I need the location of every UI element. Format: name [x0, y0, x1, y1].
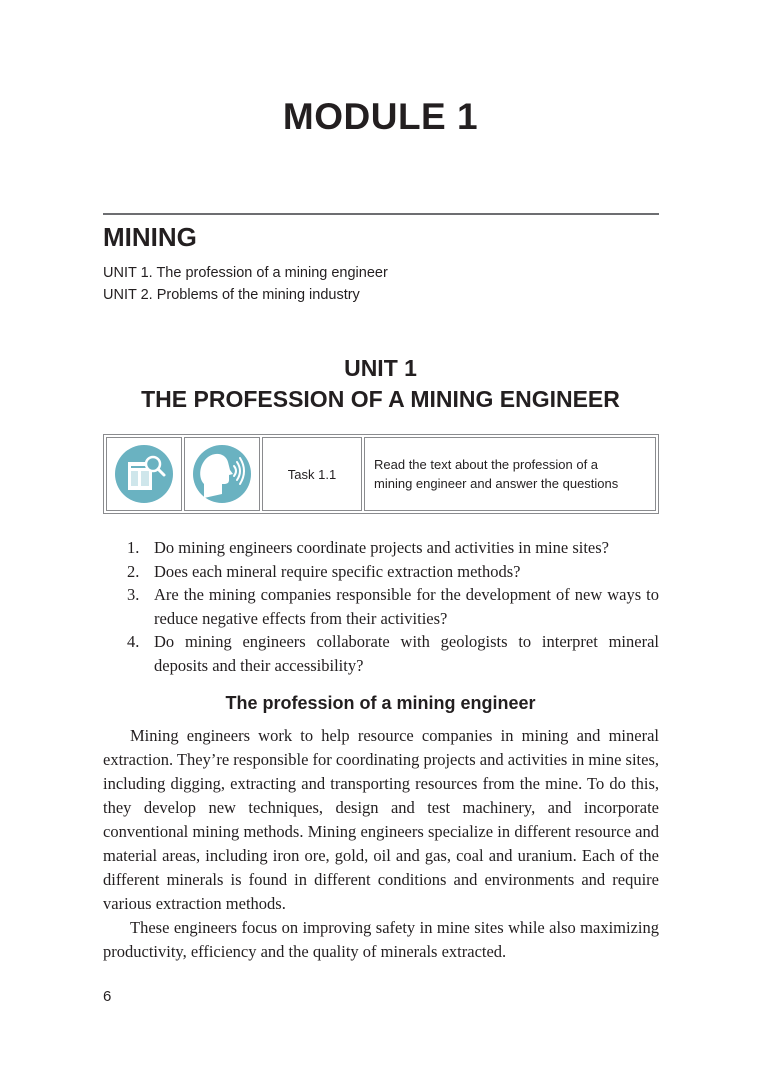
unit-list [103, 262, 388, 306]
question-number: 2. [127, 561, 140, 581]
question-number: 4. [127, 632, 140, 651]
task-icon-cell [184, 437, 260, 511]
paragraph: These engineers focus on improving safety in mine sites while also maximizing productivity, efficiency and the quality of minerals extracted. [103, 918, 659, 961]
task-icon-cell [106, 437, 182, 511]
question-text: Do mining engineers collaborate with geologists to interpret mineral deposits and their accessibility? [154, 632, 659, 675]
question-item [127, 536, 659, 560]
unit-heading [0, 353, 761, 415]
unit-list-item: UNIT 1. The profession of a mining engineer [103, 265, 388, 281]
task-label-cell [262, 437, 362, 511]
task-table [103, 434, 659, 514]
speaking-head-icon [192, 444, 252, 504]
question-list [127, 536, 659, 677]
question-text: Does each mineral require specific extraction methods? [154, 561, 521, 581]
question-number: 3. [127, 585, 140, 604]
task-instruction-line: Read the text about the profession of a [374, 457, 599, 472]
module-title: MODULE 1 [282, 96, 479, 137]
reading-magnifier-icon [114, 444, 174, 504]
unit-list-item: UNIT 2. Problems of the mining industry [103, 287, 360, 303]
section-divider [103, 213, 659, 215]
task-instruction-cell [364, 437, 656, 511]
reading-text-body [103, 724, 659, 964]
question-item [127, 560, 659, 584]
reading-text-title: The profession of a mining engineer [225, 693, 536, 713]
question-number: 1. [127, 538, 140, 557]
unit-title: THE PROFESSION OF A MINING ENGINEER [141, 386, 620, 412]
task-instruction-line: mining engineer and answer the questions [374, 476, 619, 491]
paragraph: Mining engineers work to help resource companies in mining and mineral extraction. They’re responsible for coordinating projects and activities in mine sites, including digging, extracting and transporting resources from the mine. To do this, they develop new techniques, design and test machinery, and incorporate conventional mining methods. Mining engineers specialize in different resource and material areas, including iron ore, gold, oil and gas, coal and uranium. Each of the different minerals is found in different conditions and environments and require various extraction methods. [103, 726, 659, 913]
question-text: Are the mining companies responsible for the development of new ways to reduce negative effects from their activities? [154, 585, 659, 628]
page-number: 6 [103, 988, 112, 1005]
question-text: Do mining engineers coordinate projects and activities in mine sites? [154, 538, 609, 557]
question-item [127, 630, 659, 677]
question-item [127, 583, 659, 630]
task-label: Task 1.1 [287, 466, 337, 482]
section-title: MINING [103, 222, 197, 252]
unit-number: UNIT 1 [344, 355, 417, 381]
